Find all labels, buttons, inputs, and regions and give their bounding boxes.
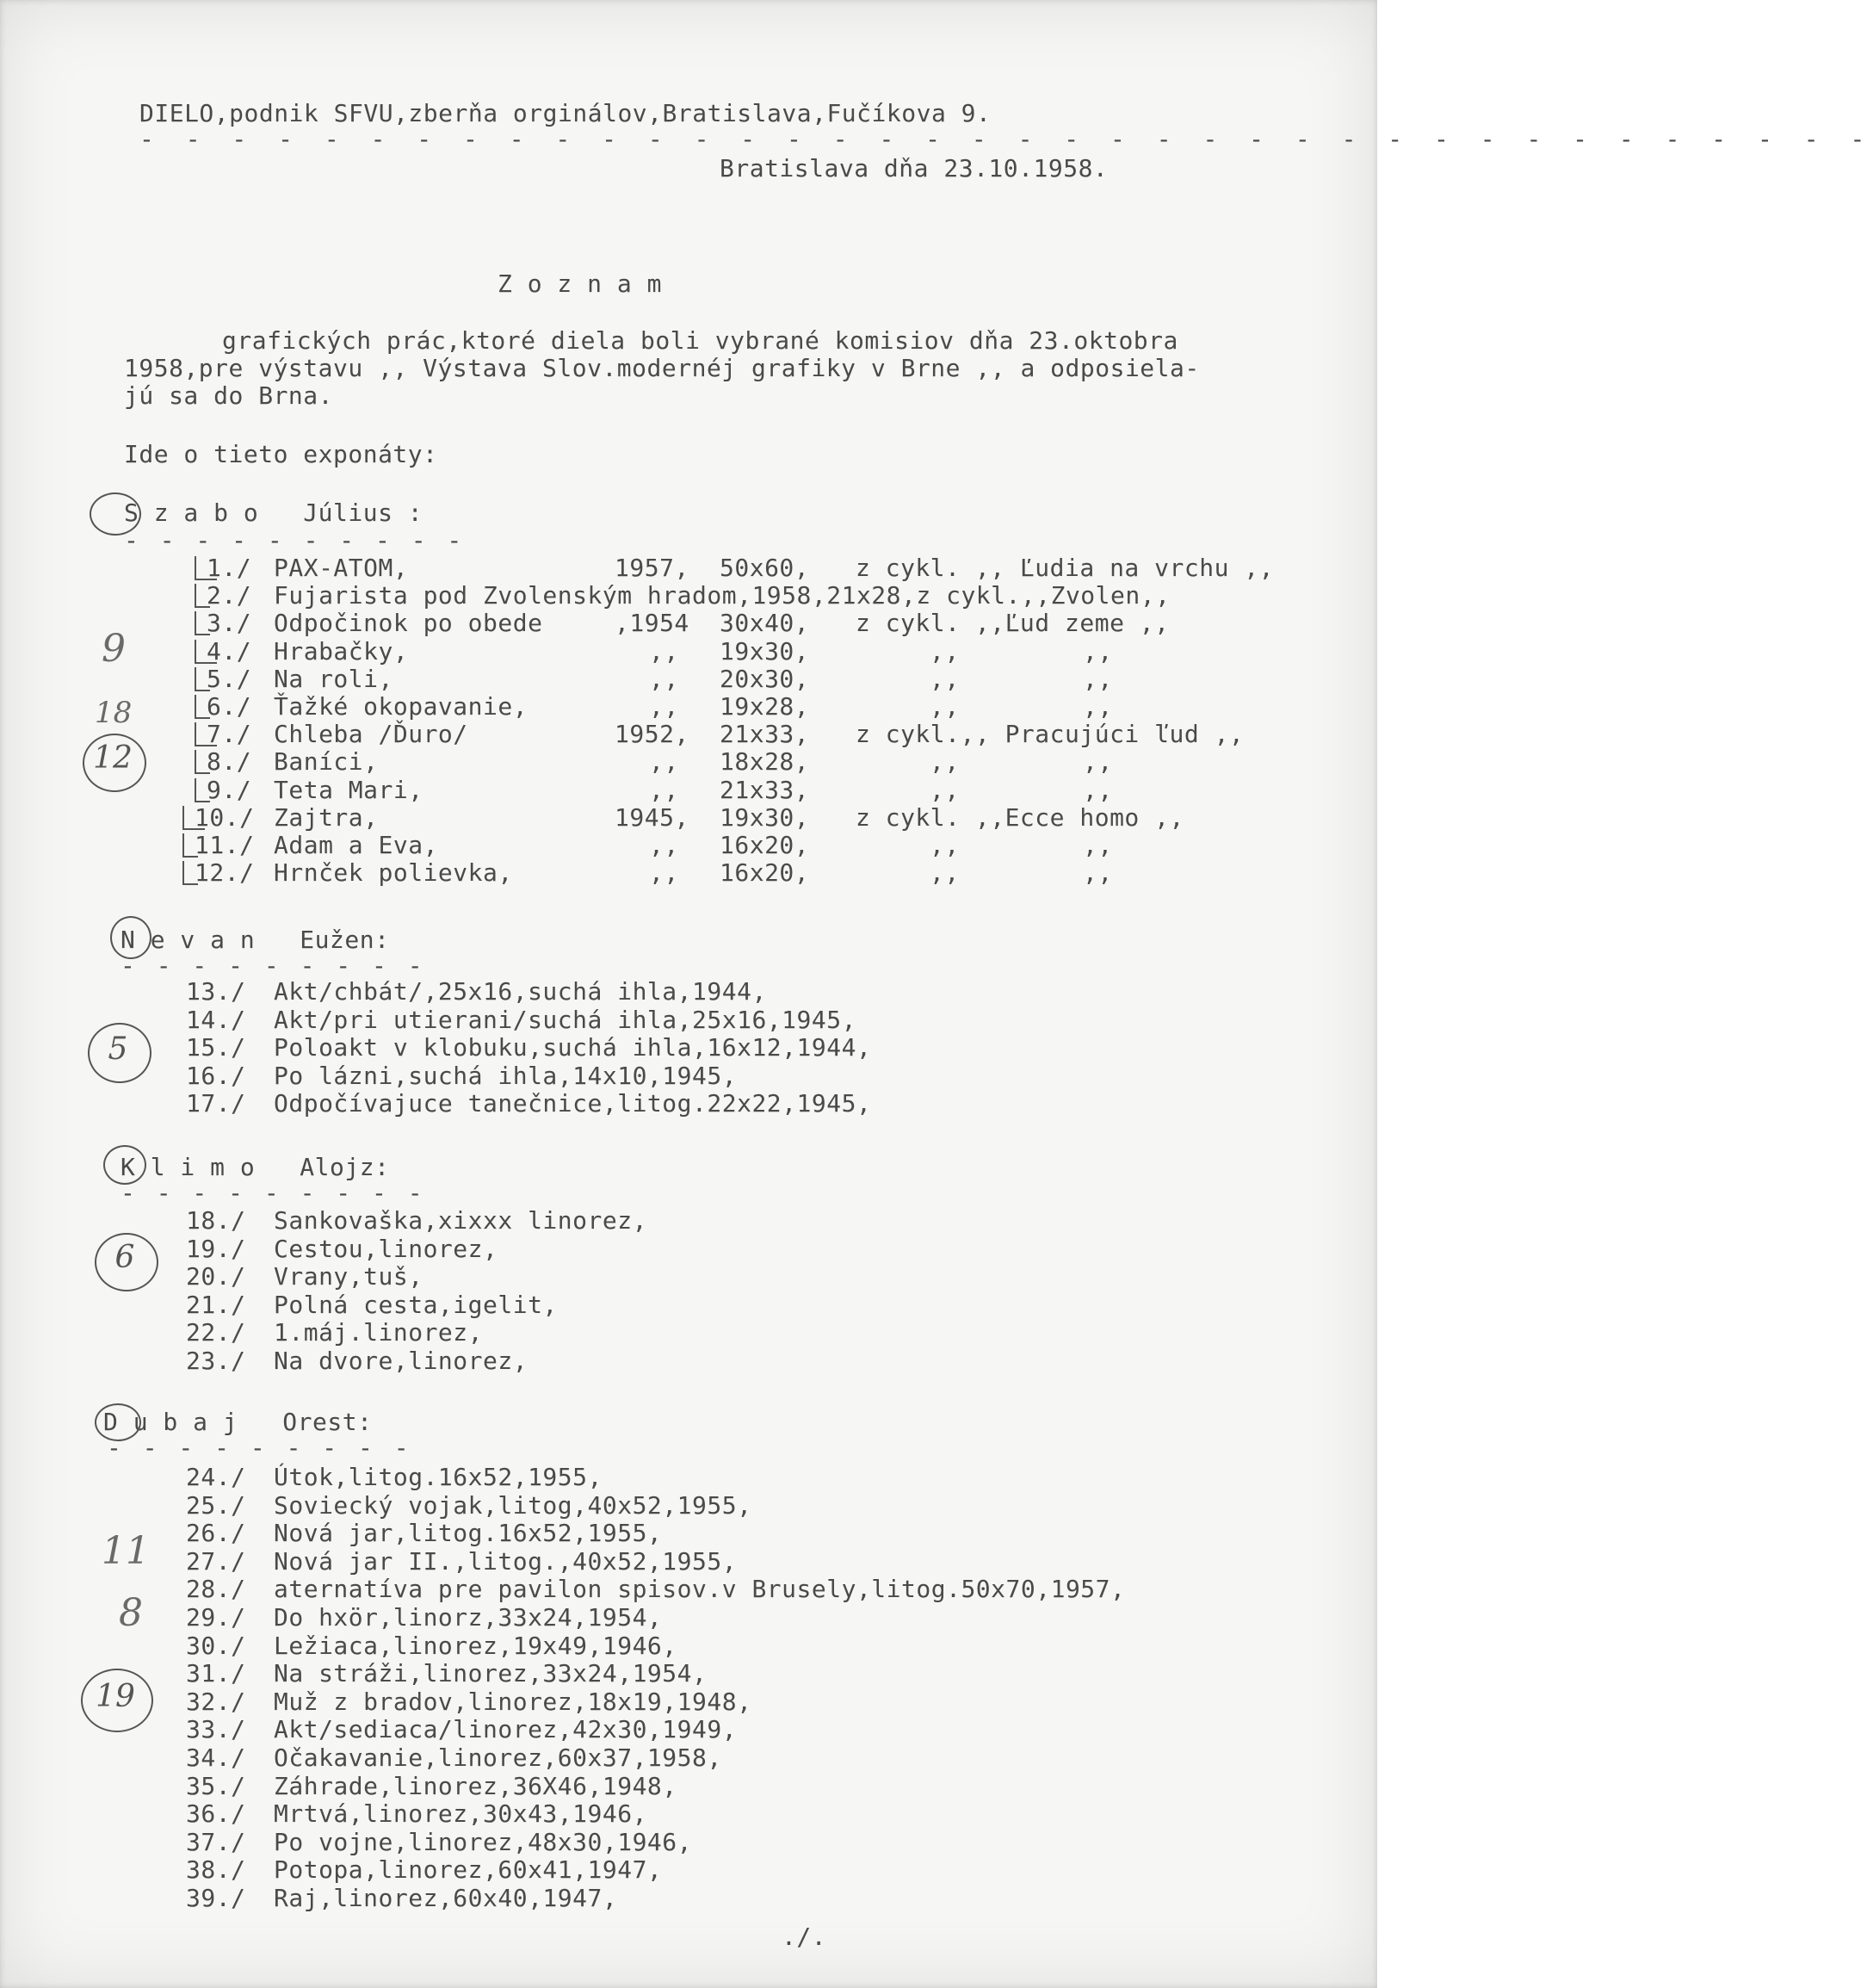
item-cycle: z cykl. ,,Ecce homo ,, xyxy=(856,803,1184,832)
artist-underline-klimo: - - - - - - - - - xyxy=(121,1179,426,1207)
count-klimo: 6 xyxy=(114,1240,135,1275)
item-title: Teta Mari, xyxy=(274,776,423,804)
item-cycle: ,, xyxy=(930,776,960,804)
item-entry: Polná cesta,igelit, xyxy=(274,1291,558,1319)
item-number: 34./ xyxy=(186,1743,246,1772)
artist-name-klimo: K l i m o Alojz: xyxy=(121,1153,390,1181)
item-year: ,, xyxy=(649,831,679,859)
item-year: 1957, xyxy=(615,554,689,582)
item-entry: Akt/chbát/,25x16,suchá ihla,1944, xyxy=(274,977,767,1006)
count-szabo: 12 xyxy=(93,740,133,776)
item-check-mark xyxy=(182,861,198,885)
header-separator: - - - - - - - - - - - - - - - - - - - - - - - - - - - - - - - - - - - - - - xyxy=(139,125,1873,153)
item-entry: Poloakt v klobuku,suchá ihla,16x12,1944, xyxy=(274,1033,872,1062)
artist-underline-szabo: - - - - - - - - - - xyxy=(124,526,466,554)
item-check-mark xyxy=(195,556,217,580)
item-cycle-ditto: ,, xyxy=(1083,747,1113,776)
item-number: 14./ xyxy=(186,1006,246,1034)
item-year: ,, xyxy=(649,858,679,887)
item-cycle-ditto: ,, xyxy=(1083,637,1113,666)
item-entry: Záhrade,linorez,36X46,1948, xyxy=(274,1772,677,1800)
item-title: Baníci, xyxy=(274,747,379,776)
item-cycle: ,, xyxy=(930,858,960,887)
item-entry: Nová jar II.,litog.,40x52,1955, xyxy=(274,1547,738,1576)
item-size: 20x30, xyxy=(720,665,810,693)
item-title: Fujarista pod Zvolenským hradom,1958,21x28,z cykl.,,Zvolen,, xyxy=(274,581,1171,610)
item-number: 15./ xyxy=(186,1033,246,1062)
item-entry: Potopa,linorez,60x41,1947, xyxy=(274,1855,663,1884)
item-cycle: z cykl. ,, Ľudia na vrchu ,, xyxy=(856,554,1275,582)
item-number: 13./ xyxy=(186,977,246,1006)
item-entry: Na dvore,linorez, xyxy=(274,1347,529,1375)
item-entry: Po vojne,linorez,48x30,1946, xyxy=(274,1828,693,1856)
item-size: 19x30, xyxy=(720,803,810,832)
item-check-mark xyxy=(195,695,210,719)
item-check-mark xyxy=(195,722,217,746)
item-size: 30x40, xyxy=(720,609,810,637)
item-number: 12./ xyxy=(195,858,255,887)
item-cycle-ditto: ,, xyxy=(1083,858,1113,887)
item-entry: Nová jar,litog.16x52,1955, xyxy=(274,1519,663,1547)
document-date: Bratislava dňa 23.10.1958. xyxy=(720,154,1109,183)
annotation-circle-dubaj xyxy=(95,1403,141,1441)
item-year: 1945, xyxy=(615,803,689,832)
item-year: ,, xyxy=(649,665,679,693)
item-number: 7./ xyxy=(207,720,252,748)
annotation-circle-szabo xyxy=(90,492,141,536)
item-number: 36./ xyxy=(186,1799,246,1828)
item-number: 35./ xyxy=(186,1772,246,1800)
item-check-mark xyxy=(195,778,210,802)
item-number: 32./ xyxy=(186,1688,246,1716)
item-entry: Soviecký vojak,litog,40x52,1955, xyxy=(274,1491,752,1520)
item-number: 39./ xyxy=(186,1884,246,1912)
item-number: 19./ xyxy=(186,1235,246,1263)
item-title: Na roli, xyxy=(274,665,393,693)
artist-underline-nevan: - - - - - - - - - xyxy=(121,951,426,980)
item-entry: Akt/sediaca/linorez,42x30,1949, xyxy=(274,1715,738,1743)
item-number: 27./ xyxy=(186,1547,246,1576)
artist-name-szabo: S z a b o Július : xyxy=(124,499,423,527)
artist-underline-dubaj: - - - - - - - - - xyxy=(107,1434,412,1462)
item-entry: Muž z bradov,linorez,18x19,1948, xyxy=(274,1688,752,1716)
item-year: ,, xyxy=(649,692,679,721)
item-entry: 1.máj.linorez, xyxy=(274,1318,484,1347)
item-cycle: ,, xyxy=(930,747,960,776)
artist-name-nevan: N e v a n Eužen: xyxy=(121,926,390,954)
item-size: 19x30, xyxy=(720,637,810,666)
item-entry: Útok,litog.16x52,1955, xyxy=(274,1463,603,1491)
item-cycle: z cykl. ,,Ľud zeme ,, xyxy=(856,609,1170,637)
item-number: 5./ xyxy=(207,665,252,693)
margin-note-11: 11 xyxy=(102,1529,150,1573)
item-number: 23./ xyxy=(186,1347,246,1375)
item-entry: Raj,linorez,60x40,1947, xyxy=(274,1884,618,1912)
item-number: 38./ xyxy=(186,1855,246,1884)
item-check-mark xyxy=(182,833,198,858)
item-year: ,, xyxy=(649,776,679,804)
item-number: 17./ xyxy=(186,1089,246,1118)
item-number: 37./ xyxy=(186,1828,246,1856)
item-number: 4./ xyxy=(207,637,252,666)
item-entry: Odpočívajuce tanečnice,litog.22x22,1945, xyxy=(274,1089,872,1118)
item-cycle-ditto: ,, xyxy=(1083,831,1113,859)
intro-line-1: grafických prác,ktoré diela boli vybrané komisiov dňa 23.oktobra xyxy=(222,326,1178,355)
item-cycle-ditto: ,, xyxy=(1083,692,1113,721)
item-number: 1./ xyxy=(207,554,252,582)
item-number: 6./ xyxy=(207,692,252,721)
count-nevan: 5 xyxy=(108,1031,128,1067)
item-entry: Po lázni,suchá ihla,14x10,1945, xyxy=(274,1062,738,1090)
item-entry: Cestou,linorez, xyxy=(274,1235,498,1263)
margin-note-18: 18 xyxy=(95,696,133,730)
item-number: 22./ xyxy=(186,1318,246,1347)
item-entry: Ležiaca,linorez,19x49,1946, xyxy=(274,1632,677,1660)
item-entry: Vrany,tuš, xyxy=(274,1262,423,1291)
item-title: Adam a Eva, xyxy=(274,831,438,859)
item-entry: Do hxör,linorz,33x24,1954, xyxy=(274,1603,663,1632)
margin-note-8: 8 xyxy=(119,1591,143,1635)
item-number: 18./ xyxy=(186,1206,246,1235)
item-cycle: ,, xyxy=(930,831,960,859)
item-number: 20./ xyxy=(186,1262,246,1291)
item-cycle: ,, xyxy=(930,637,960,666)
item-check-mark xyxy=(195,640,217,664)
item-check-mark xyxy=(195,667,210,691)
item-number: 11./ xyxy=(195,831,255,859)
exhibits-subheading: Ide o tieto exponáty: xyxy=(124,440,438,468)
item-size: 21x33, xyxy=(720,720,810,748)
item-size: 16x20, xyxy=(720,858,810,887)
item-title: Hrabačky, xyxy=(274,637,409,666)
item-title: Odpočinok po obede xyxy=(274,609,543,637)
page-continuation-mark: ./. xyxy=(782,1923,827,1951)
item-number: 3./ xyxy=(207,609,252,637)
item-size: 50x60, xyxy=(720,554,810,582)
count-dubaj: 19 xyxy=(96,1679,135,1714)
intro-line-2: 1958,pre výstavu ,, Výstava Slov.modernéj grafiky v Brne ,, a odposiela- xyxy=(124,354,1200,382)
item-check-mark xyxy=(195,611,210,635)
item-number: 28./ xyxy=(186,1575,246,1603)
item-number: 30./ xyxy=(186,1632,246,1660)
item-size: 18x28, xyxy=(720,747,810,776)
item-check-mark xyxy=(182,806,205,830)
item-size: 16x20, xyxy=(720,831,810,859)
item-cycle-ditto: ,, xyxy=(1083,665,1113,693)
item-check-mark xyxy=(195,750,210,774)
item-cycle: ,, xyxy=(930,665,960,693)
item-number: 33./ xyxy=(186,1715,246,1743)
item-number: 2./ xyxy=(207,581,252,610)
item-number: 24./ xyxy=(186,1463,246,1491)
item-size: 21x33, xyxy=(720,776,810,804)
item-number: 21./ xyxy=(186,1291,246,1319)
item-number: 16./ xyxy=(186,1062,246,1090)
item-title: Zajtra, xyxy=(274,803,379,832)
item-entry: Mrtvá,linorez,30x43,1946, xyxy=(274,1799,647,1828)
item-entry: Očakavanie,linorez,60x37,1958, xyxy=(274,1743,722,1772)
margin-note-9: 9 xyxy=(102,627,126,671)
item-number: 8./ xyxy=(207,747,252,776)
item-title: Ťažké okopavanie, xyxy=(274,692,529,721)
item-cycle: ,, xyxy=(930,692,960,721)
item-number: 9./ xyxy=(207,776,252,804)
item-entry: Na stráži,linorez,33x24,1954, xyxy=(274,1659,708,1688)
artist-name-dubaj: D u b a j Orest: xyxy=(103,1408,373,1436)
item-cycle-ditto: ,, xyxy=(1083,776,1113,804)
item-number: 26./ xyxy=(186,1519,246,1547)
item-title: Chleba /Ďuro/ xyxy=(274,720,468,748)
item-entry: Sankovaška,xixxx linorez, xyxy=(274,1206,647,1235)
annotation-circle-nevan xyxy=(110,916,151,959)
intro-line-3: jú sa do Brna. xyxy=(124,381,334,410)
item-number: 25./ xyxy=(186,1491,246,1520)
annotation-circle-klimo xyxy=(103,1145,146,1185)
item-year: ,, xyxy=(649,637,679,666)
item-number: 31./ xyxy=(186,1659,246,1688)
organization-header: DIELO,podnik SFVU,zberňa orginálov,Bratislava,Fučíkova 9. xyxy=(139,99,992,127)
item-year: ,, xyxy=(649,747,679,776)
item-title: Hrnček polievka, xyxy=(274,858,513,887)
item-title: PAX-ATOM, xyxy=(274,554,409,582)
item-number: 10./ xyxy=(195,803,255,832)
item-cycle: z cykl.,, Pracujúci ľud ,, xyxy=(856,720,1245,748)
item-number: 29./ xyxy=(186,1603,246,1632)
item-entry: aternatíva pre pavilon spisov.v Brusely,litog.50x70,1957, xyxy=(274,1575,1126,1603)
item-check-mark xyxy=(195,584,210,608)
item-entry: Akt/pri utierani/suchá ihla,25x16,1945, xyxy=(274,1006,856,1034)
document-title: Z o z n a m xyxy=(498,269,662,298)
item-year: ,1954 xyxy=(615,609,689,637)
item-size: 19x28, xyxy=(720,692,810,721)
item-year: 1952, xyxy=(615,720,689,748)
